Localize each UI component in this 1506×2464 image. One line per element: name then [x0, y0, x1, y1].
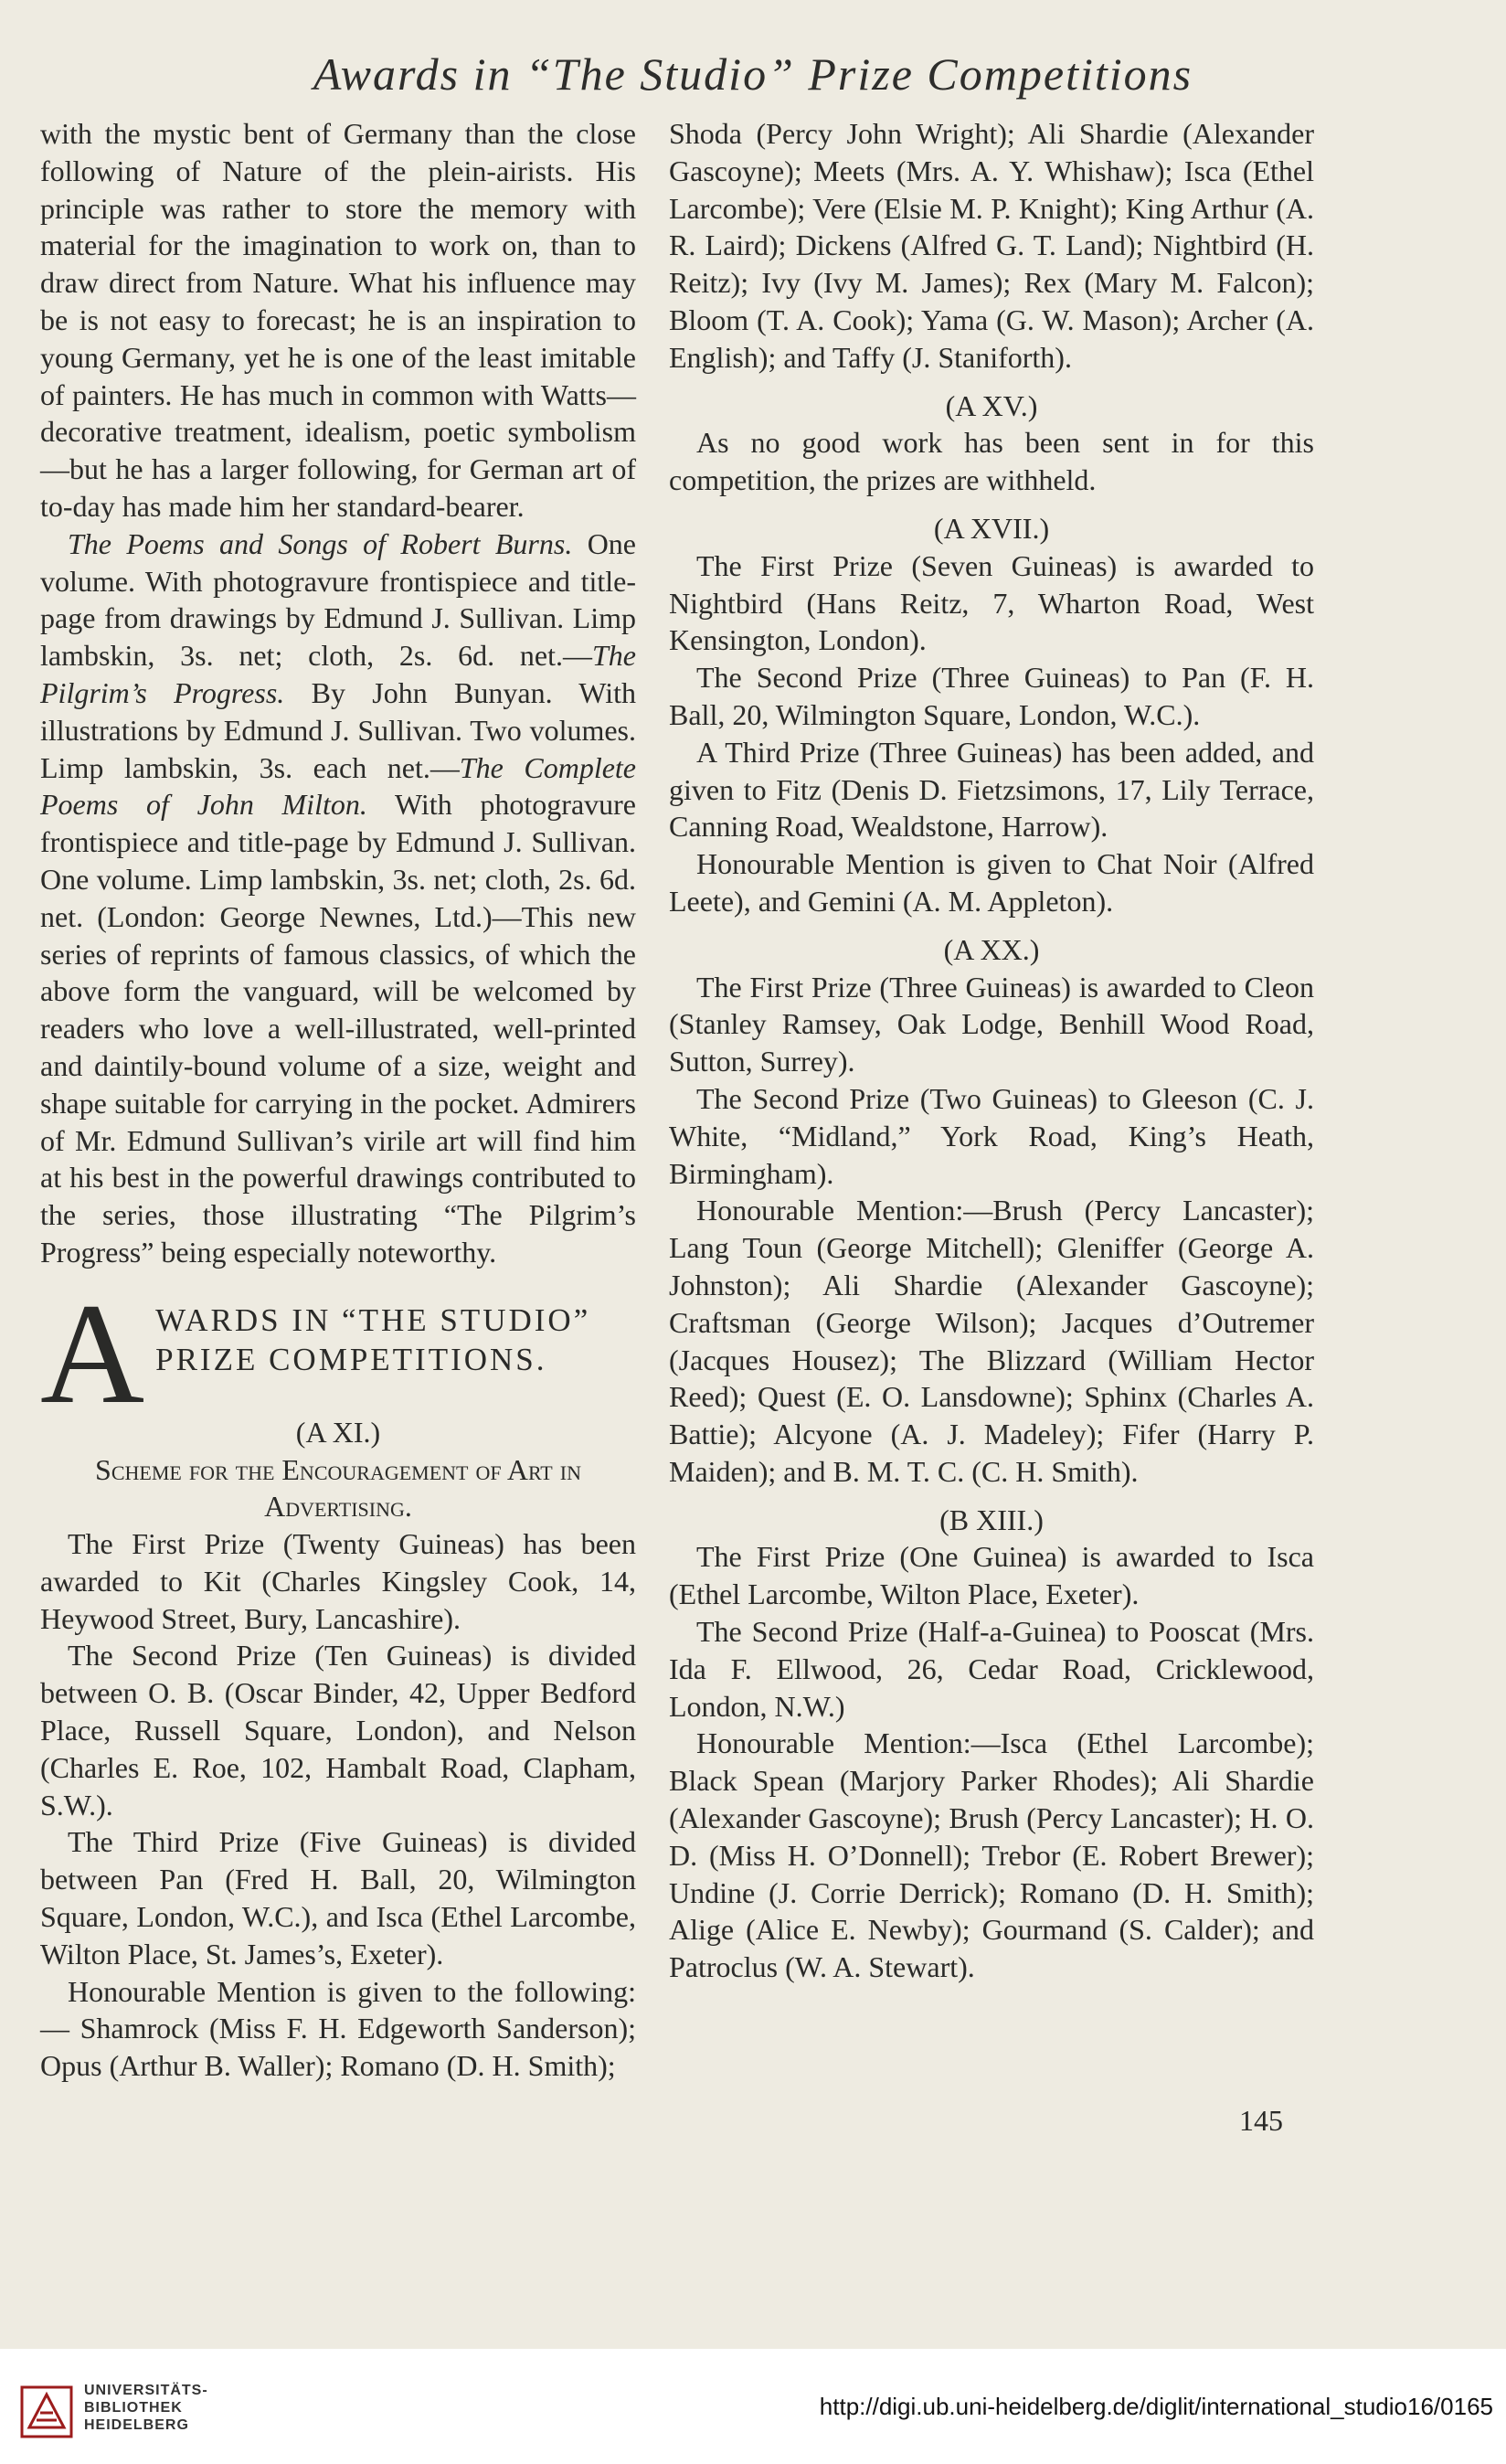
source-url-link[interactable]: http://digi.ub.uni-heidelberg.de/diglit/international_studio16/0165: [819, 2393, 1493, 2420]
book-review-paragraph: [40, 526, 636, 1271]
review-title-burns: The Poems and Songs of Robert Burns.: [68, 526, 573, 560]
review-text-1: One volume. With photogravure frontispiece and title-page from drawings by Edmund J. Sullivan. Limp lambskin, 3s. net; cloth, 2s. 6d. net.—: [40, 526, 637, 673]
page-number: 145: [1239, 2104, 1283, 2137]
axv-text: As no good work has been sent in for this competition, the prizes are withheld.: [669, 426, 1314, 497]
library-name: [84, 2382, 208, 2434]
axv-heading: (A XV.): [945, 388, 1038, 422]
ax1-second-prize: The Second Prize (Ten Guineas) is divided between O. B. (Oscar Binder, 42, Upper Bedford Place, Russell Square, London), and Nelson (Charles E. Roe, 102, Hambalt Road, Clapham, S.W.).: [40, 1639, 636, 1821]
ax1-scheme: Scheme for the Encouragement of Art in Advertising.: [95, 1452, 581, 1524]
bxiii-first-prize: The First Prize (One Guinea) is awarded to Isca (Ethel Larcombe, Wilton Place, Exeter).: [669, 1540, 1314, 1611]
running-title: Awards in “The Studio” Prize Competitions: [313, 48, 1193, 100]
axvii-first-prize: The First Prize (Seven Guineas) is awarded to Nightbird (Hans Reitz, 7, Wharton Road, West Kensington, London).: [669, 548, 1314, 657]
review-text-2: By John Bunyan. With illustrations by Edmund J. Sullivan. Two volumes. Limp lambskin, 3s. each net.—: [40, 675, 637, 784]
bxiii-heading: (B XIII.): [939, 1503, 1044, 1536]
ax1-honourable-mention: Honourable Mention is given to the following:— Shamrock (Miss F. H. Edgeworth Sanderson); Opus (Arthur B. Waller); Romano (D. H. Smith);: [40, 1974, 636, 2083]
axx-first-prize: The First Prize (Three Guineas) is awarded to Cleon (Stanley Ramsey, Oak Lodge, Benhill Wood Road, Sutton, Surrey).: [669, 970, 1314, 1078]
axx-heading: (A XX.): [943, 932, 1040, 966]
axx-second-prize: The Second Prize (Two Guineas) to Gleeson (C. J. White, “Midland,” York Road, King’s Heath, Birmingham).: [669, 1081, 1314, 1190]
axvii-honourable-mention: Honourable Mention is given to Chat Noir (Alfred Leete), and Gemini (A. M. Appleton).: [669, 847, 1314, 918]
bxiii-honourable-mention: Honourable Mention:—Isca (Ethel Larcombe); Black Spean (Marjory Parker Rhodes); Ali Shardie (Alexander Gascoyne); Brush (Percy Lancaster); H. O. D. (Miss H. O’Donnell); Trebor (E. Robert Brewer); Undine (J. Corrie Derrick); Romano (D. H. Smith); Alige (Alice E. Newby); Gourmand (S. Calder); and Patroclus (W. A. Stewart).: [669, 1726, 1314, 1984]
left-column: [40, 115, 636, 2085]
ax1-third-prize: The Third Prize (Five Guineas) is divided between Pan (Fred H. Ball, 20, Wilmington Square, London, W.C.), and Isca (Ethel Larcombe, Wilton Place, St. James’s, Exeter).: [40, 1825, 636, 1970]
axvii-third-prize: A Third Prize (Three Guineas) has been added, and given to Fitz (Denis D. Fietzsimons, 17, Lily Terrace, Canning Road, Wealdstone, Harrow).: [669, 735, 1314, 844]
review-title-milton: The Complete Poems of John Milton.: [40, 750, 637, 822]
drop-cap: A: [40, 1273, 145, 1434]
intro-paragraph: with the mystic bent of Germany than the close following of Nature of the plein-airists. His principle was rather to store the memory with material for the imagination to work on, than to draw direct from Nature. What his influence may be is not easy to forecast; he is an inspiration to young Germany, yet he is one of the least imitable of painters. He has much in common with Watts—decorative treatment, idealism, poetic symbolism—but he has a larger following, for German art of to-day has made him her standard-bearer.: [40, 117, 636, 523]
axvii-heading: (A XVII.): [933, 511, 1050, 545]
ax1-first-prize: The First Prize (Twenty Guineas) has been awarded to Kit (Charles Kingsley Cook, 14, Heywood Street, Bury, Lancashire).: [40, 1527, 636, 1635]
axvii-second-prize: The Second Prize (Three Guineas) to Pan (F. H. Ball, 20, Wilmington Square, London, W.C.).: [669, 661, 1314, 731]
bxiii-second-prize: The Second Prize (Half-a-Guinea) to Pooscat (Mrs. Ida F. Ellwood, 26, Cedar Road, Cricklewood, London, N.W.): [669, 1615, 1314, 1723]
review-text-3: With photogravure frontispiece and title-page by Edmund J. Sullivan. One volume. Limp lambskin, 3s. net; cloth, 2s. 6d. net. (London: George Newnes, Ltd.)—This new series of reprints of famous classics, of which the above form the vanguard, will be welcomed by readers who love a well-illustrated, well-printed and daintily-bound volume of a size, weight and shape suitable for carrying in the pocket. Admirers of Mr. Edmund Sullivan’s virile art will find him at his best in the powerful drawings contributed to the series, those illustrating “The Pilgrim’s Progress” being especially noteworthy.: [40, 788, 637, 1269]
axx-honourable-mention: Honourable Mention:—Brush (Percy Lancaster); Lang Toun (George Mitchell); Gleniffer (George A. Johnston); Ali Shardie (Alexander Gascoyne); Craftsman (George Wilson); Jacques d’Outremer (Jacques Housez); The Blizzard (William Hector Reed); Quest (E. O. Lansdowne); Sphinx (Charles A. Battie); Alcyone (A. J. Madeley); Fifer (Harry P. Maiden); and B. M. T. C. (C. H. Smith).: [669, 1194, 1314, 1488]
university-library-logo-icon: [20, 2385, 73, 2438]
library-name-line-1: UNIVERSITÄTS-: [84, 2383, 208, 2398]
review-title-pilgrims: The Pilgrim’s Progress.: [40, 639, 636, 709]
section-heading-text: WARDS IN “THE STUDIO” PRIZE COMPETITIONS.: [155, 1301, 591, 1377]
right-column: [669, 115, 1314, 1986]
library-name-line-2: BIBLIOTHEK: [84, 2400, 183, 2416]
ax1-heading: (A XI.): [295, 1415, 381, 1449]
ax1-continuation: Shoda (Percy John Wright); Ali Shardie (Alexander Gascoyne); Meets (Mrs. A. Y. Whishaw); Isca (Ethel Larcombe); Vere (Elsie M. P. Knight); King Arthur (A. R. Laird); Dickens (Alfred G. T. Land); Nightbird (H. Reitz); Ivy (Ivy M. James); Rex (Mary M. Falcon); Bloom (T. A. Cook); Yama (G. W. Mason); Archer (A. English); and Taffy (J. Staniforth).: [669, 117, 1314, 374]
library-name-line-3: HEIDELBERG: [84, 2417, 189, 2433]
